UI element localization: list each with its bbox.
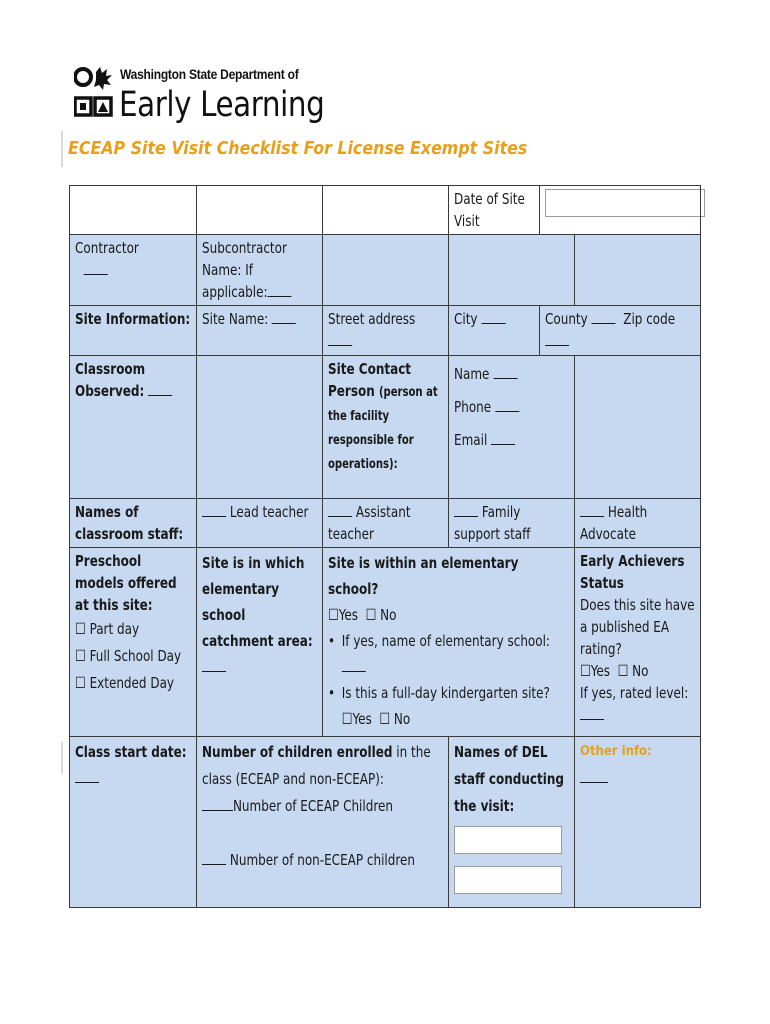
county-label: County bbox=[545, 310, 588, 328]
zip-code-field[interactable] bbox=[545, 332, 569, 346]
within-no-checkbox[interactable]: ☐ bbox=[365, 606, 377, 624]
elementary-school-name-field[interactable] bbox=[342, 658, 366, 672]
blank-cell bbox=[575, 356, 701, 499]
extended-day-checkbox[interactable]: ☐ bbox=[75, 674, 86, 692]
ea-if-yes-label: If yes, rated level: bbox=[580, 684, 689, 702]
ea-yes-checkbox[interactable]: ☐ bbox=[580, 662, 591, 680]
document-title: ECEAP Site Visit Checklist For License Exempt Sites bbox=[68, 138, 528, 159]
date-of-site-visit-label: Date of Site Visit bbox=[454, 190, 525, 230]
ea-yes-label: Yes bbox=[590, 662, 610, 680]
lead-teacher-cell bbox=[197, 499, 323, 548]
site-contact-label: Site Contact Person bbox=[328, 360, 412, 400]
other-info-field[interactable] bbox=[580, 769, 608, 783]
non-eceap-children-field[interactable] bbox=[202, 851, 226, 865]
if-yes-school-label: • If yes, name of elementary school: bbox=[328, 632, 550, 650]
county-field[interactable] bbox=[592, 310, 616, 324]
site-contact-cell bbox=[323, 356, 449, 499]
eceap-children-label: Number of ECEAP Children bbox=[232, 797, 393, 815]
city-field[interactable] bbox=[481, 310, 505, 324]
ea-no-label: No bbox=[632, 662, 649, 680]
site-contact-note: (person at the facility responsible for operations): bbox=[328, 385, 438, 472]
health-advocate-field[interactable] bbox=[580, 503, 604, 517]
blank-cell bbox=[197, 186, 323, 235]
fdk-no-label: No bbox=[393, 710, 411, 728]
classroom-observed-field[interactable] bbox=[148, 382, 172, 396]
blank-cell bbox=[323, 235, 449, 306]
date-label-cell bbox=[449, 186, 540, 235]
street-address-label: Street address bbox=[328, 310, 416, 328]
staff-row bbox=[70, 499, 701, 548]
class-start-date-field[interactable] bbox=[75, 769, 99, 783]
staff-label-cell bbox=[70, 499, 197, 548]
subcontractor-label: Subcontractor Name: If applicable: bbox=[202, 239, 287, 301]
catchment-label: Site is in which elementary school catchment area: bbox=[202, 554, 313, 650]
non-eceap-children-label: Number of non-ECEAP children bbox=[229, 851, 415, 869]
blank-cell bbox=[197, 356, 323, 499]
classroom-row bbox=[70, 356, 701, 499]
date-input-cell bbox=[540, 186, 701, 235]
blank-cell bbox=[323, 186, 449, 235]
blank-cell bbox=[449, 235, 575, 306]
checklist-table bbox=[69, 185, 701, 908]
part-day-checkbox[interactable]: ☐ bbox=[75, 620, 86, 638]
site-name-cell bbox=[197, 306, 323, 356]
zip-code-label: Zip code bbox=[623, 310, 676, 328]
early-achievers-cell bbox=[575, 548, 701, 737]
site-name-field[interactable] bbox=[272, 310, 296, 324]
contractor-field[interactable] bbox=[84, 261, 108, 275]
catchment-cell bbox=[197, 548, 323, 737]
county-zip-cell bbox=[540, 306, 701, 356]
contact-email-label: Email bbox=[454, 431, 488, 449]
del-staff-cell bbox=[449, 737, 575, 908]
preschool-models-cell bbox=[70, 548, 197, 737]
site-info-cell bbox=[70, 306, 197, 356]
lead-teacher-field[interactable] bbox=[202, 503, 226, 517]
site-information-label: Site Information: bbox=[75, 310, 191, 328]
family-support-cell bbox=[449, 499, 575, 548]
assistant-teacher-field[interactable] bbox=[328, 503, 352, 517]
ea-question: Does this site have a published EA rating? bbox=[580, 596, 695, 658]
contact-phone-label: Phone bbox=[454, 398, 492, 416]
full-school-day-label: Full School Day bbox=[89, 647, 182, 665]
contact-fields-cell bbox=[449, 356, 575, 499]
agency-logo bbox=[74, 62, 325, 134]
class-start-date-label: Class start date: bbox=[75, 743, 187, 761]
preschool-models-label: Preschool models offered at this site: bbox=[75, 552, 177, 614]
city-cell bbox=[449, 306, 540, 356]
children-enrolled-rest: in the class (ECEAP and non-ECEAP): bbox=[202, 743, 431, 788]
fdk-yes-checkbox[interactable]: ☐ bbox=[341, 710, 353, 728]
contractor-label: Contractor bbox=[75, 239, 139, 257]
start-date-row bbox=[70, 737, 701, 908]
extended-day-label: Extended Day bbox=[89, 674, 175, 692]
eceap-children-field[interactable] bbox=[202, 797, 233, 811]
full-day-k-label: • Is this a full-day kindergarten site? bbox=[328, 684, 550, 702]
family-support-label: Family support staff bbox=[454, 503, 531, 543]
date-row bbox=[70, 186, 701, 235]
within-elementary-label: Site is within an elementary school? bbox=[328, 554, 519, 598]
elementary-school-cell bbox=[323, 548, 575, 737]
del-staff-field-1[interactable] bbox=[454, 826, 562, 854]
contractor-row bbox=[70, 235, 701, 306]
margin-mark bbox=[61, 742, 63, 774]
ea-rated-level-field[interactable] bbox=[580, 706, 604, 720]
blank-cell bbox=[70, 186, 197, 235]
org-line: Washington State Department of bbox=[120, 66, 299, 82]
subcontractor-cell bbox=[197, 235, 323, 306]
assistant-teacher-label: Assistant teacher bbox=[328, 503, 411, 543]
fdk-no-checkbox[interactable]: ☐ bbox=[379, 710, 391, 728]
models-row bbox=[70, 548, 701, 737]
family-support-field[interactable] bbox=[454, 503, 478, 517]
part-day-label: Part day bbox=[89, 620, 140, 638]
class-start-cell bbox=[70, 737, 197, 908]
date-of-visit-field[interactable] bbox=[545, 189, 705, 217]
lead-teacher-label: Lead teacher bbox=[229, 503, 309, 521]
site-info-row bbox=[70, 306, 701, 356]
del-staff-label: Names of DEL staff conducting the visit: bbox=[454, 743, 564, 815]
blank-cell bbox=[575, 235, 701, 306]
street-address-field[interactable] bbox=[328, 332, 352, 346]
early-achievers-label: Early Achievers Status bbox=[580, 552, 685, 592]
org-name: Early Learning bbox=[119, 85, 325, 125]
catchment-field[interactable] bbox=[202, 658, 226, 672]
assistant-teacher-cell bbox=[323, 499, 449, 548]
within-no-label: No bbox=[380, 606, 397, 624]
classroom-cell bbox=[70, 356, 197, 499]
del-staff-field-2[interactable] bbox=[454, 866, 562, 894]
fdk-yes-label: Yes bbox=[352, 710, 372, 728]
within-yes-label: Yes bbox=[338, 606, 358, 624]
contractor-cell bbox=[70, 235, 197, 306]
ea-no-checkbox[interactable]: ☐ bbox=[617, 662, 629, 680]
contact-name-label: Name bbox=[454, 365, 490, 383]
contact-name-field[interactable] bbox=[493, 365, 517, 379]
other-info-label: Other info: bbox=[580, 744, 652, 759]
contact-email-field[interactable] bbox=[491, 431, 515, 445]
full-school-day-checkbox[interactable]: ☐ bbox=[75, 647, 86, 665]
contact-phone-field[interactable] bbox=[495, 398, 519, 412]
health-advocate-cell bbox=[575, 499, 701, 548]
site-name-label: Site Name: bbox=[202, 310, 269, 328]
del-logo-icon bbox=[74, 64, 114, 128]
subcontractor-field[interactable] bbox=[268, 283, 292, 297]
street-cell bbox=[323, 306, 449, 356]
other-info-cell bbox=[575, 737, 701, 908]
within-yes-checkbox[interactable]: ☐ bbox=[328, 606, 339, 624]
names-of-classroom-staff-label: Names of classroom staff: bbox=[75, 503, 184, 543]
children-enrolled-label: Number of children enrolled bbox=[202, 743, 393, 761]
margin-mark bbox=[61, 131, 63, 167]
classroom-observed-label: Classroom Observed: bbox=[75, 360, 146, 400]
city-label: City bbox=[454, 310, 478, 328]
health-advocate-label: Health Advocate bbox=[580, 503, 648, 543]
children-enrolled-cell bbox=[197, 737, 449, 908]
